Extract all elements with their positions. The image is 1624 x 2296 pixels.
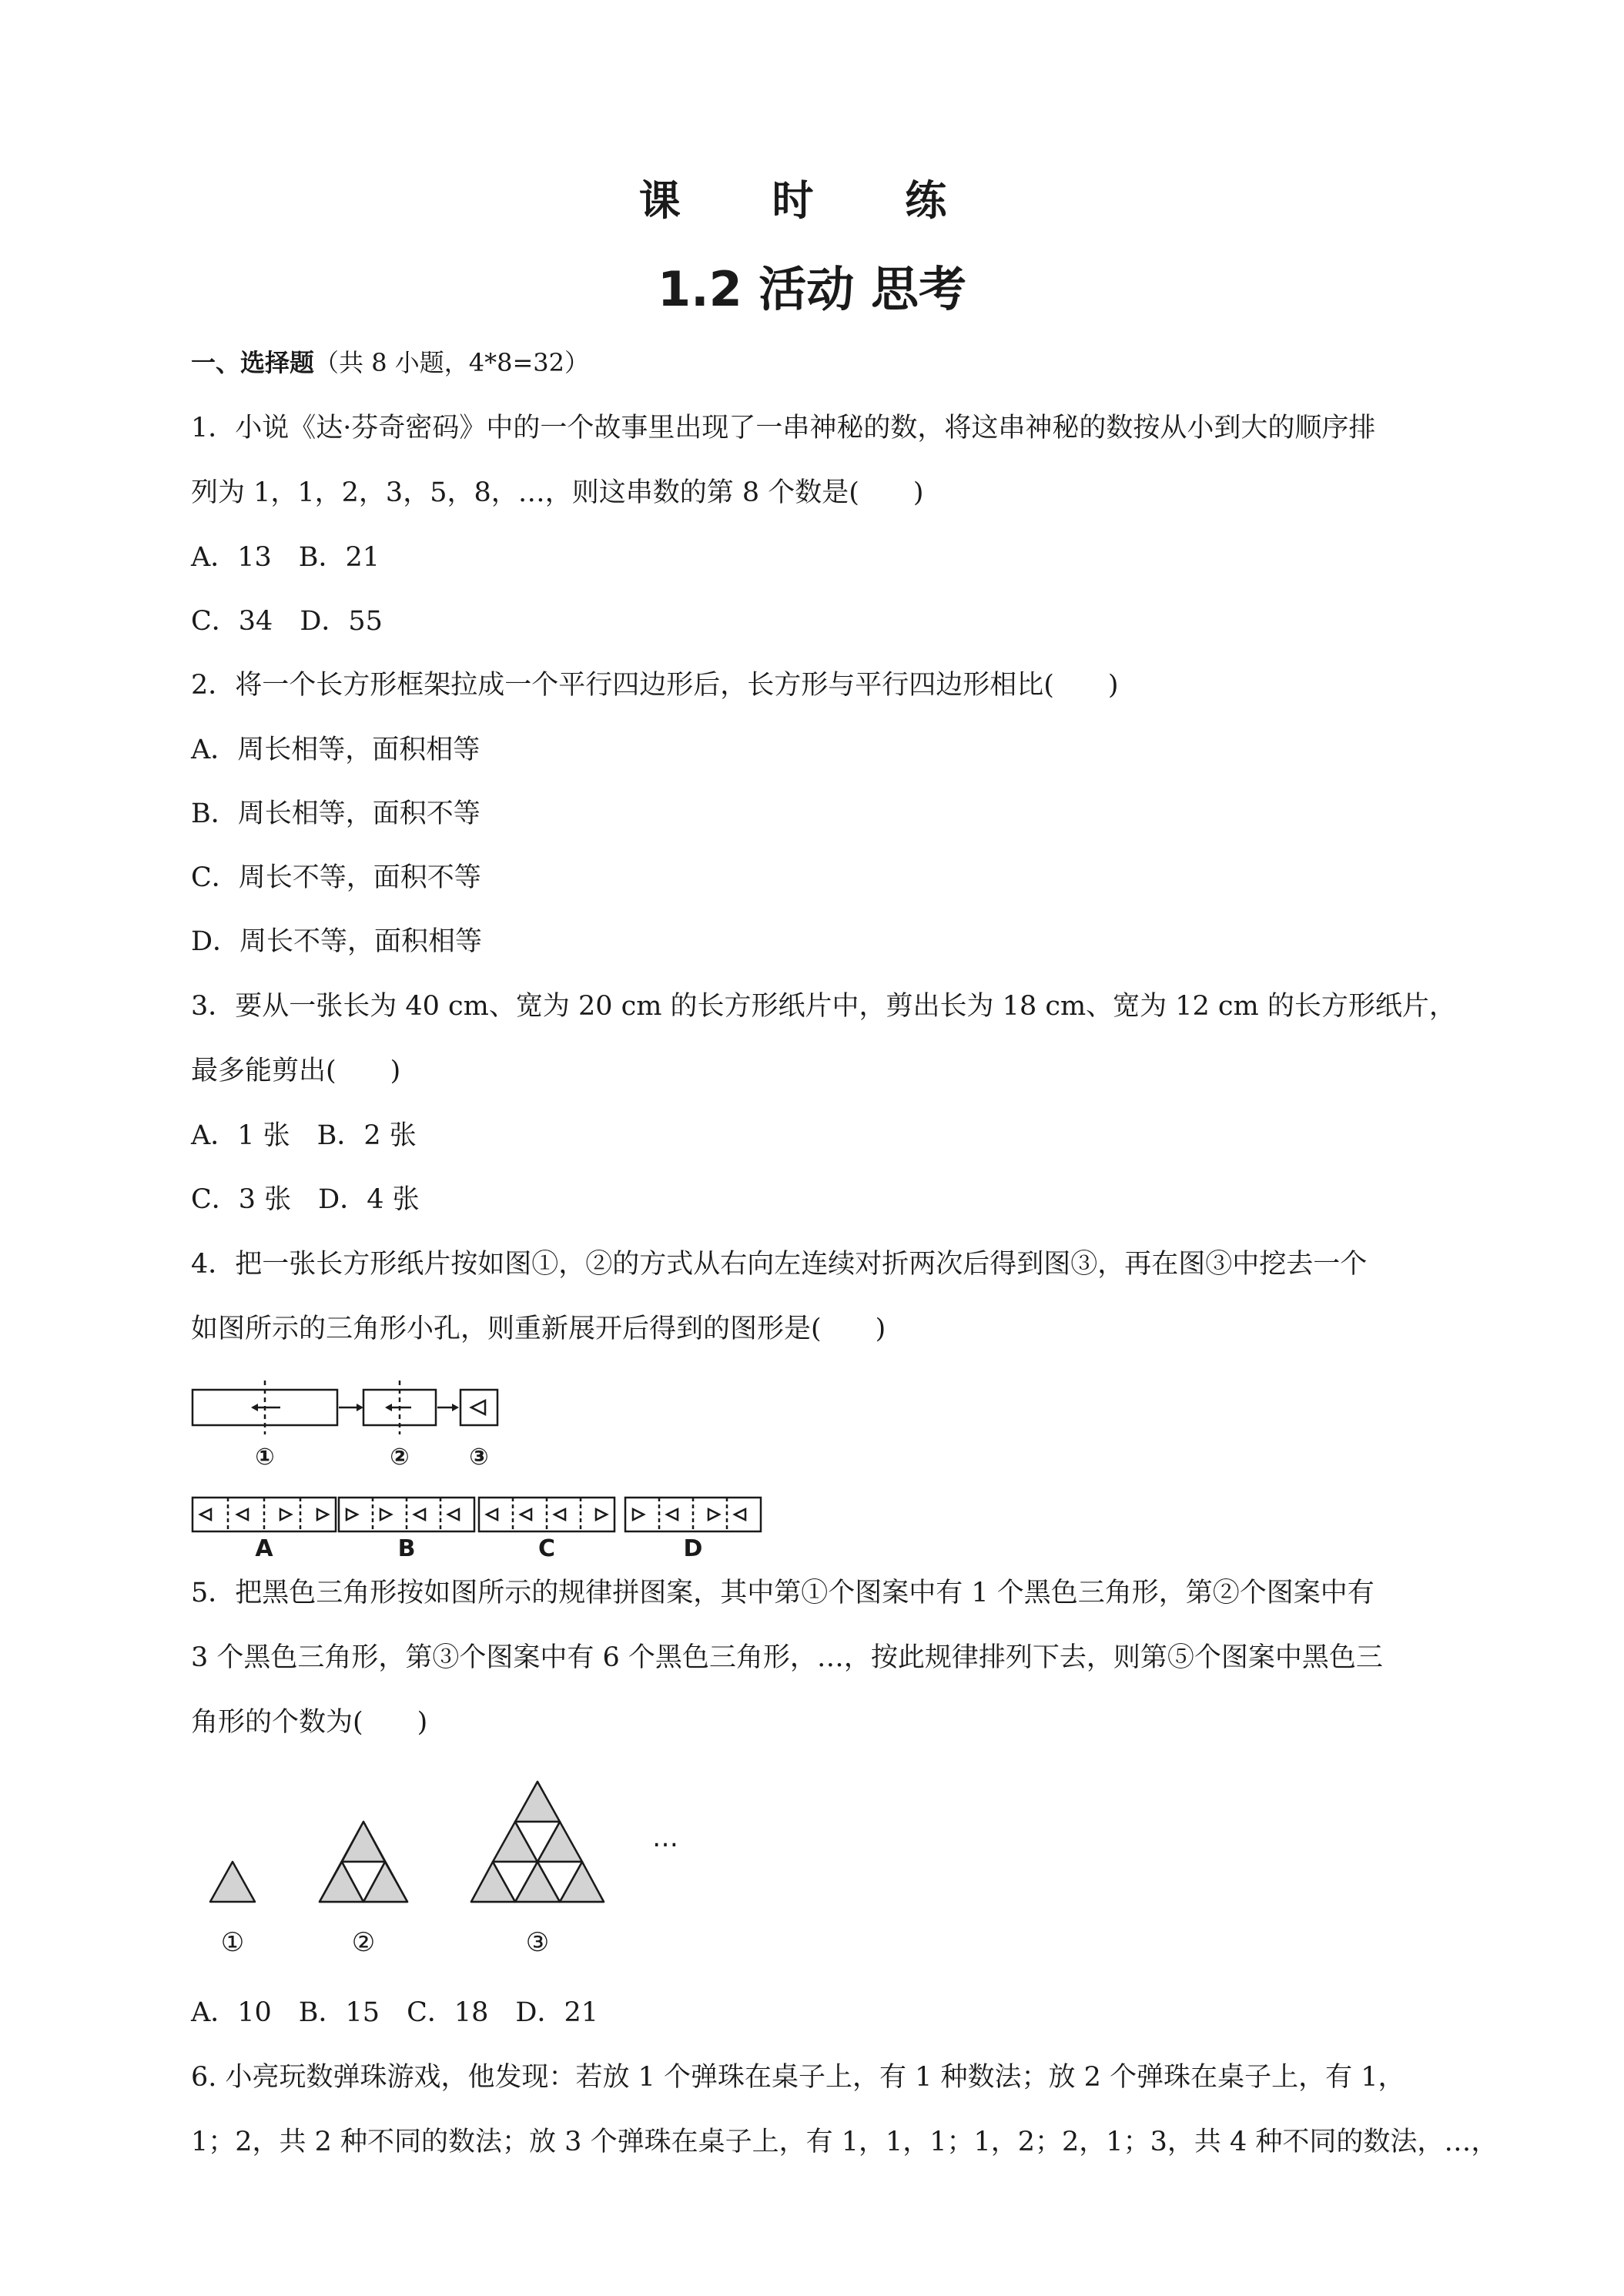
q2-option-c: C．周长不等，面积不等	[191, 862, 481, 893]
q4-line2: 如图所示的三角形小孔，则重新展开后得到的图形是( )	[191, 1314, 886, 1344]
option-a-hole-3	[280, 1509, 291, 1520]
section-title: 一、选择题	[191, 348, 315, 377]
q2-option-d: D．周长不等，面积相等	[191, 926, 483, 957]
fold-step2-arrowhead	[385, 1404, 392, 1411]
option-c-hole-2	[521, 1509, 531, 1520]
pattern-label-3: ③	[525, 1927, 550, 1958]
q3-line1: 3．要从一张长为 40 cm、宽为 20 cm 的长方形纸片中，剪出长为 18 cm、宽为 12 cm 的长方形纸片，	[191, 991, 1456, 1022]
option-label-a: A	[255, 1535, 273, 1562]
q1-line1: 1．小说《达·芬奇密码》中的一个故事里出现了一串神秘的数，将这串神秘的数按从小到大的顺序排	[191, 413, 1376, 443]
option-d-hole-4	[735, 1509, 745, 1520]
pattern1-triangle	[210, 1862, 255, 1902]
option-label-b: B	[397, 1535, 416, 1562]
q1-line2: 列为 1，1，2，3，5，8，…，则这串数的第 8 个数是( )	[191, 477, 924, 508]
fold-step1-arrowhead	[251, 1404, 258, 1411]
fold-step3-hole	[471, 1401, 485, 1414]
option-b-hole-4	[448, 1509, 459, 1520]
q5-figure	[185, 1763, 801, 1963]
q3-option-row1: A．1 张 B．2 张	[191, 1120, 417, 1151]
option-c-hole-1	[487, 1509, 497, 1520]
q5-options: A．10 B．15 C．18 D．21	[191, 1997, 598, 2028]
option-c-hole-4	[596, 1509, 607, 1520]
pattern-label-1: ①	[220, 1927, 245, 1958]
q3-line2: 最多能剪出( )	[191, 1056, 401, 1086]
pattern-label-2: ②	[351, 1927, 376, 1958]
step-arrowhead-2	[452, 1404, 459, 1411]
q4-figure	[185, 1374, 785, 1571]
pattern3-triangle-1	[515, 1782, 560, 1822]
q6-line2: 1；2，共 2 种不同的数法；放 3 个弹珠在桌子上，有 1，1，1；1，2；2，1；3，共 4 种不同的数法，…，	[191, 2127, 1498, 2157]
q5-line1: 5．把黑色三角形按如图所示的规律拼图案，其中第①个图案中有 1 个黑色三角形，第②个图案中有	[191, 1578, 1375, 1608]
q4-line1: 4．把一张长方形纸片按如图①，②的方式从右向左连续对折两次后得到图③，再在图③中挖去一个	[191, 1249, 1368, 1280]
pattern-ellipsis: …	[652, 1822, 678, 1853]
fold-label-2: ②	[390, 1444, 410, 1471]
option-d-hole-3	[708, 1509, 719, 1520]
page-subtitle: 1.2 活动 思考	[657, 261, 966, 317]
option-c-hole-3	[554, 1509, 565, 1520]
section-heading	[191, 343, 589, 379]
option-label-c: C	[537, 1535, 556, 1562]
section-note: （共 8 小题，4*8=32）	[314, 348, 589, 377]
option-d-hole-1	[633, 1509, 644, 1520]
q6-line1: 6. 小亮玩数弹珠游戏，他发现：若放 1 个弹珠在桌子上，有 1 种数法；放 2 个弹珠在桌子上，有 1，	[191, 2062, 1405, 2093]
option-b-hole-1	[347, 1509, 357, 1520]
option-label-d: D	[683, 1535, 703, 1562]
q5-line3: 角形的个数为( )	[191, 1707, 428, 1738]
fold-label-3: ③	[469, 1444, 489, 1471]
q3-option-row2: C．3 张 D．4 张	[191, 1184, 420, 1215]
fold-step3-rect	[460, 1390, 497, 1425]
step-arrowhead-1	[357, 1404, 363, 1411]
q1-option-row1: A．13 B．21	[191, 542, 380, 573]
fold-label-1: ①	[255, 1444, 275, 1471]
option-b-hole-2	[380, 1509, 391, 1520]
option-a-hole-4	[317, 1509, 328, 1520]
q1-option-row2: C．34 D．55	[191, 606, 383, 637]
option-a-hole-2	[237, 1509, 248, 1520]
q2-line1: 2．将一个长方形框架拉成一个平行四边形后，长方形与平行四边形相比( )	[191, 670, 1119, 701]
option-b-hole-3	[414, 1509, 425, 1520]
pattern2-triangle-1	[342, 1822, 385, 1862]
option-a-hole-1	[200, 1509, 211, 1520]
q2-option-b: B．周长相等，面积不等	[191, 798, 481, 829]
q2-option-a: A．周长相等，面积相等	[191, 735, 481, 765]
q5-line2: 3 个黑色三角形，第③个图案中有 6 个黑色三角形，…，按此规律排列下去，则第⑤个图案中黑色三	[191, 1642, 1383, 1673]
page-title: 课 时 练	[638, 176, 986, 225]
option-d-hole-2	[667, 1509, 678, 1520]
